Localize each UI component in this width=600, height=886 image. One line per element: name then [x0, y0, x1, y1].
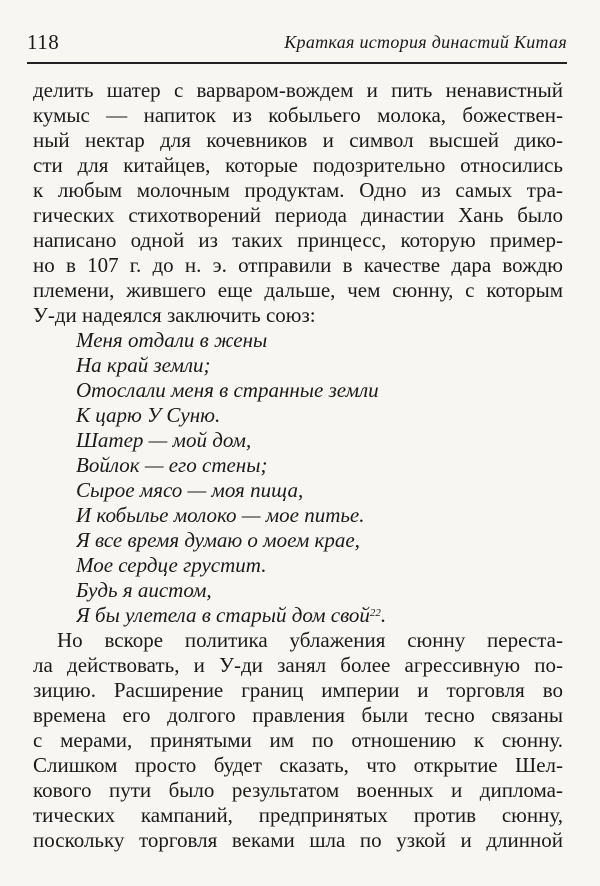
poem-last-line: Я бы улетела в старый дом свой$^{22}$. — [76, 603, 387, 627]
text-line: сти для китайцев, которые подозрительно относились — [33, 153, 563, 177]
text-line: но в 107 г. до н. э. отправили в качестве дара вождю — [33, 253, 563, 277]
running-title: Краткая история династий Китая — [284, 32, 567, 52]
text-line: времена его долгого правления были тесно связаны — [33, 703, 563, 727]
text-line: поскольку торговля веками шла по узкой и длинной — [33, 828, 563, 852]
text-line: Слишком просто будет сказать, что открытие Шел- — [33, 753, 563, 777]
text-line: делить шатер с варваром-вождем и пить ненавистный — [33, 78, 563, 102]
header-rule — [27, 62, 567, 64]
page-body — [33, 78, 563, 853]
poem-line: Меня отдали в жены — [76, 328, 268, 352]
paragraph-1 — [33, 78, 563, 328]
poem-line: К царю У Суню. — [76, 403, 221, 427]
footnote-marker: 22 — [369, 607, 381, 619]
text-line: ный нектар для кочевников и символ высшей дико- — [33, 128, 563, 152]
text-line: Но вскоре политика ублажения сюнну переста- — [57, 628, 563, 652]
poem-line: Сырое мясо — моя пища, — [76, 478, 304, 502]
text-line: кового пути было результатом военных и диплома- — [33, 778, 563, 802]
text-line: племени, жившего еще дальше, чем сюнну, с которым — [33, 278, 563, 302]
text-line: ла действовать, и У-ди занял более агрессивную по- — [33, 653, 563, 677]
poem-line: Отослали меня в странные земли — [76, 378, 379, 402]
text-line: к любым молочным продуктам. Одно из самых тра- — [33, 178, 563, 202]
poem-line: На край земли; — [76, 353, 211, 377]
text-line: с мерами, принятыми им по отношению к сюнну. — [33, 728, 563, 752]
text-line: У-ди надеялся заключить союз: — [33, 303, 316, 327]
poem-line: Шатер — мой дом, — [76, 428, 252, 452]
poem-line: Мое сердце грустит. — [76, 553, 267, 577]
text-line: тических кампаний, предпринятых против сюнну, — [33, 803, 563, 827]
page-header — [27, 30, 567, 60]
text-line: зицию. Расширение границ империи и торговля во — [33, 678, 563, 702]
text-line: написано одной из таких принцесс, которую пример- — [33, 228, 563, 252]
poem — [33, 328, 563, 628]
text-line: кумыс — напиток из кобыльего молока, божествен- — [33, 103, 563, 127]
page-number: 118 — [27, 30, 60, 54]
poem-line: И кобылье молоко — мое питье. — [76, 503, 365, 527]
text-line: гических стихотворений периода династии Хань было — [33, 203, 563, 227]
poem-line: Я все время думаю о моем крае, — [76, 528, 360, 552]
paragraph-2 — [33, 628, 563, 853]
poem-line: Будь я аистом, — [76, 578, 212, 602]
poem-line-text: Я бы улетела в старый дом свой — [76, 603, 370, 627]
poem-line: Войлок — его стены; — [76, 453, 268, 477]
